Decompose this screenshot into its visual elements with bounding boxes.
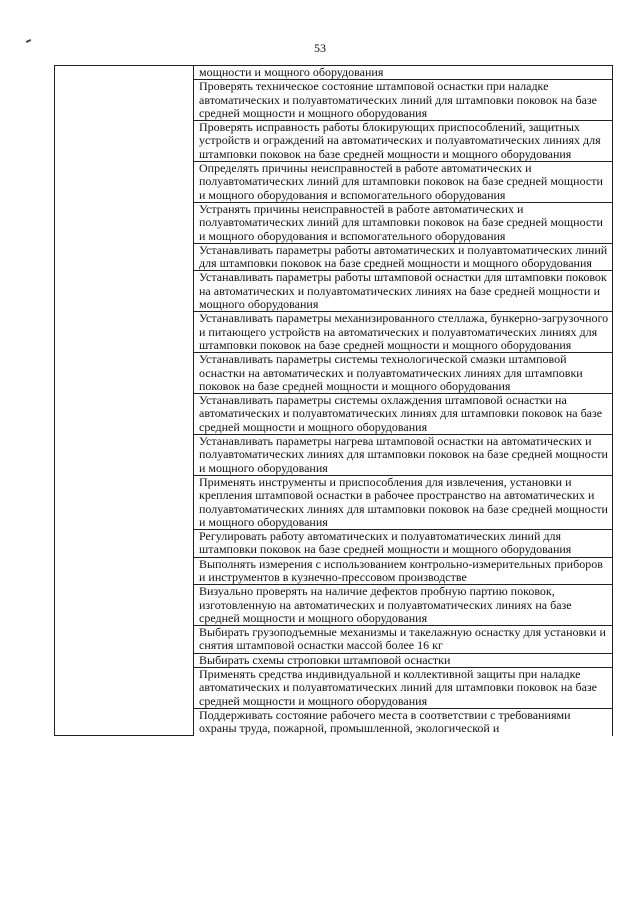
skill-cell: Визуально проверять на наличие дефектов пробную партию поковок, изготовленную на автоматических и полуавтоматических линиях на базе средней мощности и мощного оборудования	[194, 585, 613, 626]
skill-cell: Поддерживать состояние рабочего места в соответствии с требованиями охраны труда, пожарной, промышленной, экологической и	[194, 708, 613, 735]
skills-table	[54, 65, 613, 736]
skill-cell: мощности и мощного оборудования	[194, 66, 613, 80]
table-row	[55, 66, 613, 80]
skill-cell: Выполнять измерения с использованием контрольно-измерительных приборов и инструментов в кузнечно-прессовом производстве	[194, 557, 613, 585]
skill-cell: Устанавливать параметры работы автоматических и полуавтоматических линий для штамповки поковок на базе средней мощности и мощного оборудования	[194, 243, 613, 271]
skill-cell: Проверять исправность работы блокирующих приспособлений, защитных устройств и ограждений на автоматических и полуавтоматических линиях для штамповки поковок на базе средней мощности и мощного оборудования	[194, 121, 613, 162]
skill-cell: Применять средства индивидуальной и коллективной защиты при наладке автоматических и полуавтоматических линий для штамповки поковок на базе средней мощности и мощного оборудования	[194, 668, 613, 709]
skills-table-body	[55, 66, 613, 736]
labor-function-cell	[55, 66, 194, 736]
skill-cell: Регулировать работу автоматических и полуавтоматических линий для штамповки поковок на базе средней мощности и мощного оборудования	[194, 530, 613, 558]
page-number: 53	[314, 41, 326, 55]
skill-cell: Устанавливать параметры механизированного стеллажа, бункерно-загрузочного и питающего устройств на автоматических и полуавтоматических линиях для штамповки поковок на базе средней мощности и мощного оборудования	[194, 312, 613, 353]
skill-cell: Устанавливать параметры системы технологической смазки штамповой оснастки на автоматических и полуавтоматических линиях для штамповки поковок на базе средней мощности и мощного оборудования	[194, 353, 613, 394]
skills-table-wrapper	[54, 65, 612, 736]
skill-cell: Выбирать схемы строповки штамповой оснастки	[194, 653, 613, 667]
skill-cell: Выбирать грузоподъемные механизмы и такелажную оснастку для установки и снятия штамповой оснастки массой более 16 кг	[194, 626, 613, 654]
skill-cell: Устанавливать параметры работы штамповой оснастки для штамповки поковок на автоматических и полуавтоматических линиях на базе средней мощности и мощного оборудования	[194, 271, 613, 312]
skill-cell: Применять инструменты и приспособления для извлечения, установки и крепления штамповой оснастки в рабочее пространство на автоматических и полуавтоматических линиях для штамповки поковок на базе средней мощности и мощного оборудования	[194, 475, 613, 529]
skill-cell: Устанавливать параметры нагрева штамповой оснастки на автоматических и полуавтоматических линиях для штамповки поковок на базе средней мощности и мощного оборудования	[194, 435, 613, 476]
skill-cell: Определять причины неисправностей в работе автоматических и полуавтоматических линий для штамповки поковок на базе средней мощности и мощного оборудования и вспомогательного оборудования	[194, 162, 613, 203]
skill-cell: Устанавливать параметры системы охлаждения штамповой оснастки на автоматических и полуавтоматических линиях для штамповки поковок на базе средней мощности и мощного оборудования	[194, 394, 613, 435]
skill-cell: Проверять техническое состояние штамповой оснастки при наладке автоматических и полуавтоматических линий для штамповки поковок на базе средней мощности и мощного оборудования	[194, 80, 613, 121]
skill-cell: Устранять причины неисправностей в работе автоматических и полуавтоматических линий для штамповки поковок на базе средней мощности и мощного оборудования и вспомогательного оборудования	[194, 202, 613, 243]
